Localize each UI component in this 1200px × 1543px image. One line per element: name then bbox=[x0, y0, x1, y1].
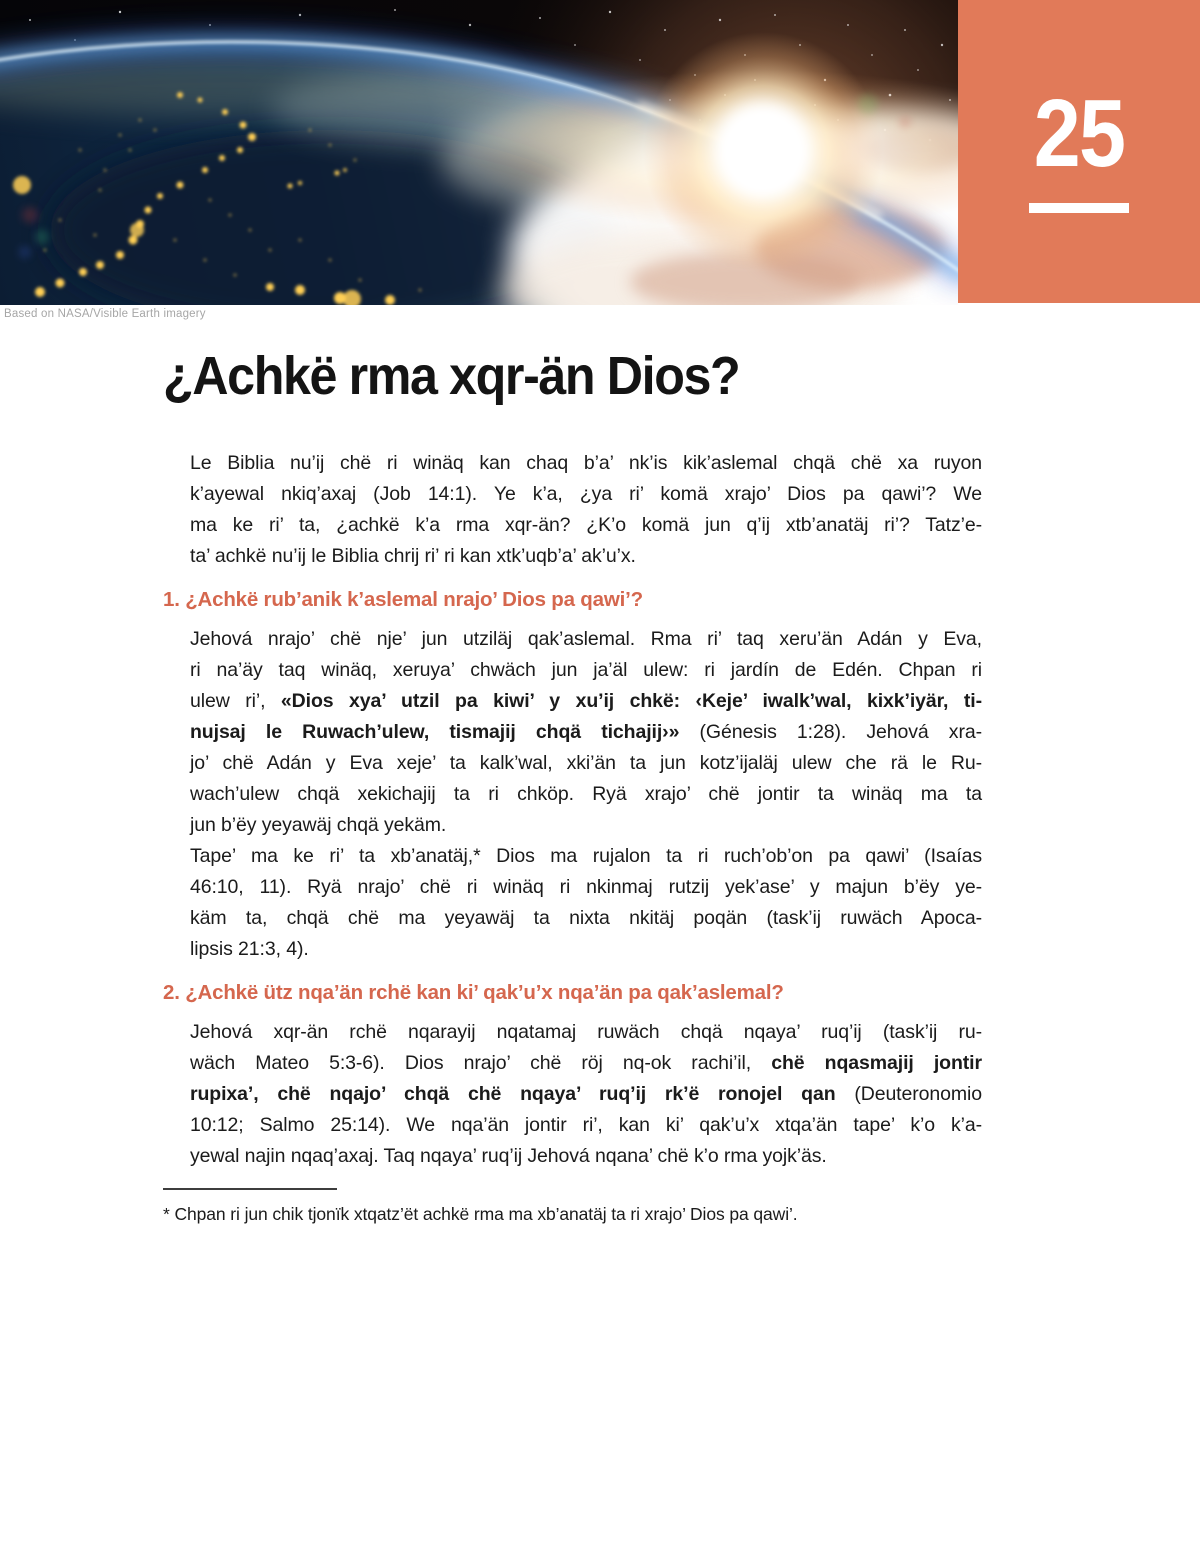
section-heading-1: 1. ¿Achkë rub’anik k’aslemal nrajo’ Dios pa qawi’? bbox=[163, 588, 643, 611]
text-line: Le Biblia nu’ij chë ri winäq kan chaq b’a’ nk’is kik’aslemal chqä chë xa ruyon bbox=[190, 452, 982, 474]
text-line: jo’ chë Adán y Eva xeje’ ta kalk’wal, xki’än ta jun kotz’ijaläj ulew che rä le Ru- bbox=[190, 752, 982, 774]
chapter-number: 25 bbox=[1033, 80, 1125, 187]
text-line: wäch Mateo 5:3-6). Dios nrajo’ chë röj nq-ok rachi’il, chë nqasmajij jontir bbox=[190, 1052, 982, 1074]
text-line: ta’ achkë nu’ij le Biblia chrij ri’ ri kan xtk’uqb’a’ ak’u’x. bbox=[190, 545, 636, 567]
text-line: ulew ri’, «Dios xya’ utzil pa kiwi’ y xu’ij chkë: ‹Keje’ iwalk’wal, kixk’iyär, ti- bbox=[190, 690, 982, 712]
text-line: k’ayewal nkiq’axaj (Job 14:1). Ye k’a, ¿ya ri’ komä xrajo’ Dios pa qawi’? We bbox=[190, 483, 982, 505]
section-heading-2: 2. ¿Achkë ütz nqa’än rchë kan ki’ qak’u’x nqa’än pa qak’aslemal? bbox=[163, 981, 784, 1004]
article-body bbox=[163, 448, 987, 1226]
chapter-number-underline bbox=[1029, 203, 1129, 213]
text-line: lipsis 21:3, 4). bbox=[190, 938, 309, 960]
text-line: 10:12; Salmo 25:14). We nqa’än jontir ri’, kan ki’ qak’u’x xtqa’än tape’ k’o k’a- bbox=[190, 1114, 982, 1136]
footnote-divider bbox=[163, 1188, 337, 1190]
intro-paragraph bbox=[190, 448, 982, 572]
text-line: ri na’äy taq winäq, xeruya’ chwäch jun ja’äl ulew: ri jardín de Edén. Chpan ri bbox=[190, 659, 982, 681]
image-credit: Based on NASA/Visible Earth imagery bbox=[4, 308, 206, 320]
text-line: 46:10, 11). Ryä nrajo’ chë ri winäq ri nkinmaj rutzij yek’ase’ y majun b’ëy ye- bbox=[190, 876, 982, 898]
footnote: * Chpan ri jun chik tjonïk xtqatz’ët achkë rma ma xb’anatäj ta ri xrajo’ Dios pa qawi’. bbox=[163, 1204, 798, 1224]
page-title: ¿Achkë rma xqr-än Dios? bbox=[163, 346, 740, 406]
paragraph bbox=[190, 841, 982, 965]
paragraph bbox=[190, 624, 982, 841]
text-line: Jehová xqr-än rchë nqarayij nqatamaj ruwäch chqä nqaya’ ruq’ij (task’ij ru- bbox=[190, 1021, 982, 1043]
text-line: jun b’ëy yeyawäj chqä yekäm. bbox=[190, 814, 447, 836]
chapter-number-box bbox=[958, 0, 1200, 303]
text-line: Jehová nrajo’ chë nje’ jun utziläj qak’aslemal. Rma ri’ taq xeru’än Adán y Eva, bbox=[190, 628, 982, 650]
hero-header bbox=[0, 0, 1200, 305]
text-line: nujsaj le Ruwach’ulew, tismajij chqä tichajij›» (Génesis 1:28). Jehová xra- bbox=[190, 721, 982, 743]
paragraph bbox=[190, 1017, 982, 1172]
earth-hero-image bbox=[0, 0, 958, 305]
text-line: käm ta, chqä chë ma yeyawäj ta nixta nkitäj poqän (task’ij ruwäch Apoca- bbox=[190, 907, 982, 929]
text-line: yewal najin nqaq’axaj. Taq nqaya’ ruq’ij Jehová nqana’ chë k’o rma yojk’äs. bbox=[190, 1145, 827, 1167]
text-line: ma ke ri’ ta, ¿achkë k’a rma xqr-än? ¿K’o komä jun q’ij xtb’anatäj ri’? Tatz’e- bbox=[190, 514, 982, 536]
text-line: rupixa’, chë nqajo’ chqä chë nqaya’ ruq’ij rk’ë ronojel qan (Deuteronomio bbox=[190, 1083, 982, 1105]
text-line: Tape’ ma ke ri’ ta xb’anatäj,* Dios ma rujalon ta ri ruch’ob’on pa qawi’ (Isaías bbox=[190, 845, 982, 867]
text-line: wach’ulew chqä xekichajij ta ri chköp. Ryä xrajo’ chë jontir ta winäq ma ta bbox=[190, 783, 982, 805]
